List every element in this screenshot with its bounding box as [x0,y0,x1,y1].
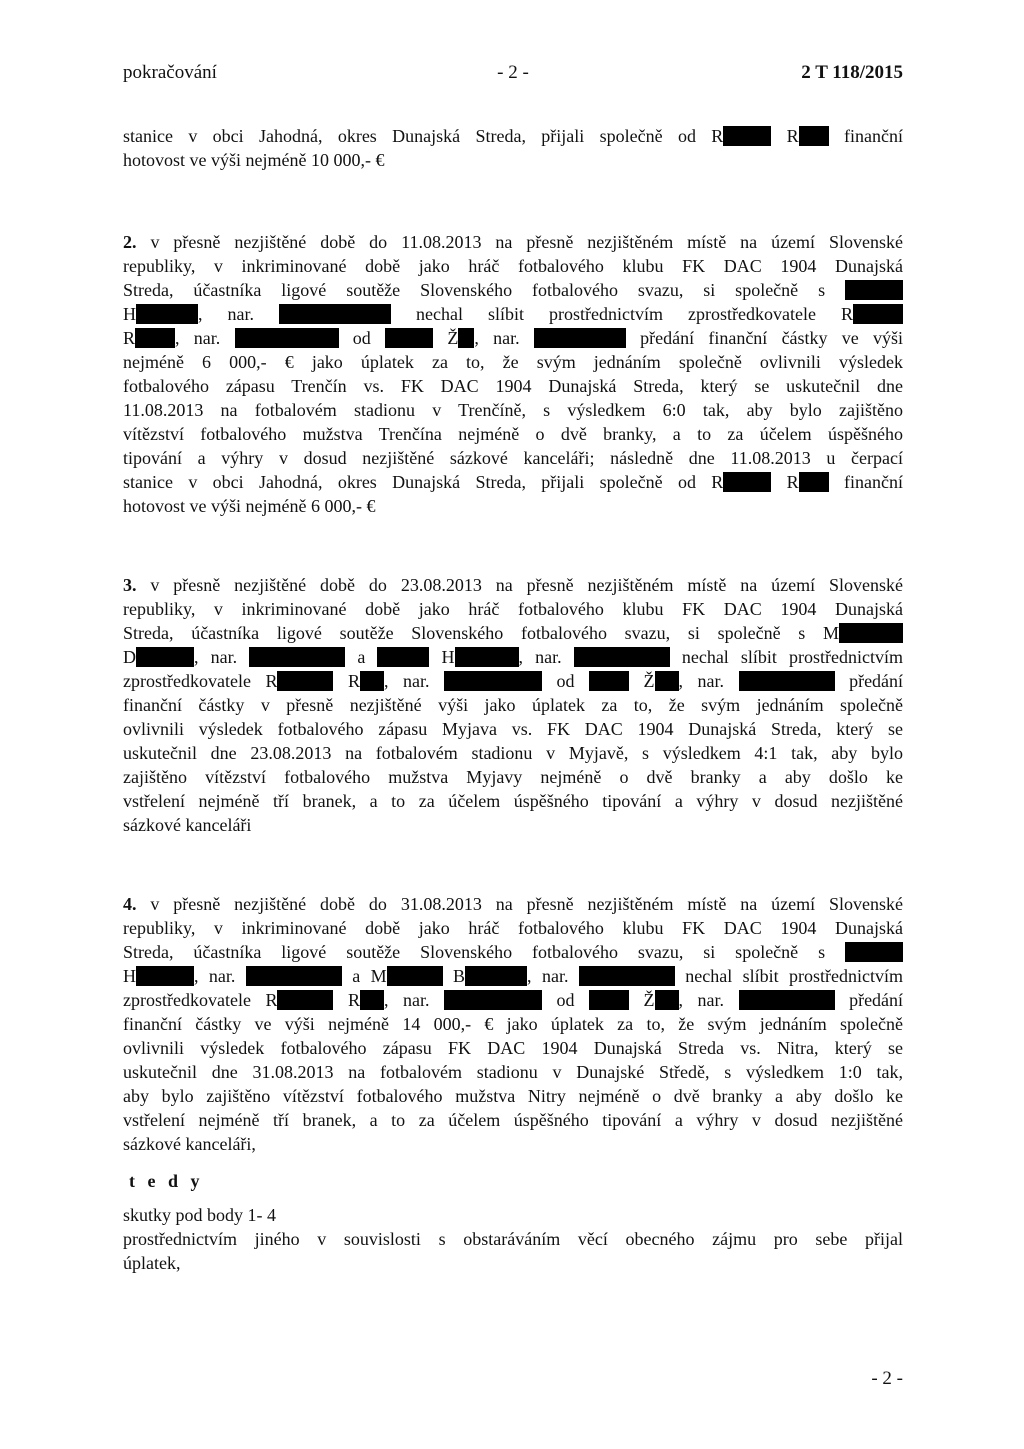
page-header [123,61,903,87]
redaction-box [135,328,175,348]
redaction-box [839,623,903,643]
redaction-box [444,671,542,691]
text-line: hotovost ve výši nejméně 6 000,- € [123,496,376,516]
text-line: 3. v přesně nezjištěné době do 23.08.2013 na přesně nezjištěném místě na území Slovenské [123,575,904,595]
redaction-box [799,126,829,146]
redaction-box [853,304,903,324]
redaction-box [377,647,429,667]
tedy-heading: t e d y [129,1171,204,1191]
text-line: sázkové kanceláři [123,815,252,835]
text-line: tipování a výhry v dosud nezjištěné sázkové kanceláři; následně dne 11.08.2013 u čerpací [123,448,903,468]
redaction-box [136,966,194,986]
redaction-box [799,472,829,492]
text-line: sázkové kanceláři, [123,1134,256,1154]
text-line: prostřednictvím jiného v souvislosti s obstaráváním věcí obecného zájmu pro sebe přijal [123,1229,903,1249]
redaction-box [589,990,629,1010]
paragraph-point-4 [123,892,903,1156]
redaction-box [246,966,342,986]
redaction-box [385,328,433,348]
text-line: fotbalového zápasu Trenčín vs. FK DAC 1904 Dunajská Streda, který se uskutečnil dne [123,376,903,396]
text-line: republiky, v inkriminované době jako hráč fotbalového klubu FK DAC 1904 Dunajská [123,256,903,276]
redaction-box [235,328,339,348]
text-line: uskutečnil dne 31.08.2013 na fotbalovém stadionu v Dunajské Středě, s výsledkem 1:0 tak, [123,1062,903,1082]
redaction-box [136,647,194,667]
redaction-box [249,647,345,667]
redaction-box [465,966,527,986]
point-number: 3. [123,575,137,595]
header-page-number: - 2 - [497,62,529,83]
text-line: stanice v obci Jahodná, okres Dunajská Streda, přijali společně od R R finanční [123,472,903,492]
text-line: 11.08.2013 na fotbalovém stadionu v Trenčíně, s výsledkem 6:0 tak, aby bylo zajištěno [123,400,903,420]
text-line: zprostředkovatele R R , nar. od Ž , nar. předání [123,671,904,691]
redaction-box [723,472,771,492]
redaction-box [655,671,679,691]
redaction-box [277,671,333,691]
redaction-box [279,304,391,324]
text-line: zprostředkovatele R R , nar. od Ž , nar. předání [123,990,904,1010]
text-line: R , nar. od Ž , nar. předání finanční částky ve výši [123,328,904,348]
text-line: finanční částky ve výši nejméně 14 000,- € jako úplatek za to, že svým jednáním společně [123,1014,903,1034]
redaction-box [360,990,384,1010]
text-line: ovlivnili výsledek fotbalového zápasu Myjava vs. FK DAC 1904 Dunajská Streda, který se [123,719,903,739]
point-number: 4. [123,894,137,914]
text-line: D , nar. a H , nar. nechal slíbit prostřednictvím [123,647,904,667]
text-line: hotovost ve výši nejméně 10 000,- € [123,150,385,170]
text-line: stanice v obci Jahodná, okres Dunajská Streda, přijali společně od R R finanční [123,126,903,146]
text-line: vítězství fotbalového mužstva Trenčína nejméně o dvě branky, a to za účelem úspěšného [123,424,903,444]
redaction-box [458,328,474,348]
text-line: republiky, v inkriminované době jako hráč fotbalového klubu FK DAC 1904 Dunajská [123,918,903,938]
paragraph-point-2 [123,230,903,518]
text-line: uskutečnil dne 23.08.2013 na fotbalovém stadionu v Myjavě, s výsledkem 4:1 tak, aby bylo [123,743,903,763]
redaction-box [360,671,384,691]
paragraph-point-3 [123,573,903,837]
redaction-box [739,671,835,691]
redaction-box [277,990,333,1010]
redaction-box [589,671,629,691]
redaction-box [723,126,771,146]
text-line: úplatek, [123,1253,181,1273]
redaction-box [579,966,675,986]
redaction-box [845,942,903,962]
redaction-box [387,966,443,986]
text-line: H , nar. a M B , nar. nechal slíbit prostřednictvím [123,966,904,986]
redaction-box [574,647,670,667]
text-line: Streda, účastníka ligové soutěže Slovenského fotbalového svazu, si společně s [123,940,903,964]
redaction-box [739,990,835,1010]
text-line: 4. v přesně nezjištěné době do 31.08.2013 na přesně nezjištěném místě na území Slovenské [123,894,904,914]
redaction-box [444,990,542,1010]
text-line: republiky, v inkriminované době jako hráč fotbalového klubu FK DAC 1904 Dunajská [123,599,903,619]
text-line: Streda, účastníka ligové soutěže Slovenského fotbalového svazu, si společně s M [123,621,903,645]
text-line: Streda, účastníka ligové soutěže Slovenského fotbalového svazu, si společně s [123,278,903,302]
footer-page-number: - 2 - [871,1368,903,1389]
paragraph-continuation [123,124,903,172]
redaction-box [534,328,626,348]
text-line: 2. v přesně nezjištěné době do 11.08.2013 na přesně nezjištěném místě na území Slovenské [123,232,903,252]
text-line: aby bylo zajištěno vítězství fotbalového mužstva Nitry nejméně o dvě branky a aby došlo ke [123,1086,903,1106]
redaction-box [845,280,903,300]
text-line: vstřelení nejméně tří branek, a to za účelem úspěšného tipování a výhry v dosud nezjištěné [123,791,903,811]
text-line: nejméně 6 000,- € jako úplatek za to, že svým jednáním společně ovlivnili výsledek [123,352,903,372]
point-number: 2. [123,232,137,252]
redaction-box [655,990,679,1010]
text-line: ovlivnili výsledek fotbalového zápasu FK DAC 1904 Dunajská Streda vs. Nitra, který se [123,1038,903,1058]
paragraph-summary [123,1203,903,1275]
text-line: H , nar. nechal slíbit prostřednictvím zprostředkovatele R [123,302,903,326]
header-continuation: pokračování [123,62,217,83]
header-case-number: 2 T 118/2015 [801,62,903,83]
redaction-box [136,304,198,324]
text-line: zajištěno vítězství fotbalového mužstva Myjavy nejméně o dvě branky a aby došlo ke [123,767,903,787]
text-line: skutky pod body 1- 4 [123,1205,276,1225]
text-line: finanční částky v přesně nezjištěné výši jako úplatek za to, že svým jednáním společně [123,695,903,715]
text-line: vstřelení nejméně tří branek, a to za účelem úspěšného tipování a výhry v dosud nezjištěné [123,1110,903,1130]
redaction-box [455,647,519,667]
